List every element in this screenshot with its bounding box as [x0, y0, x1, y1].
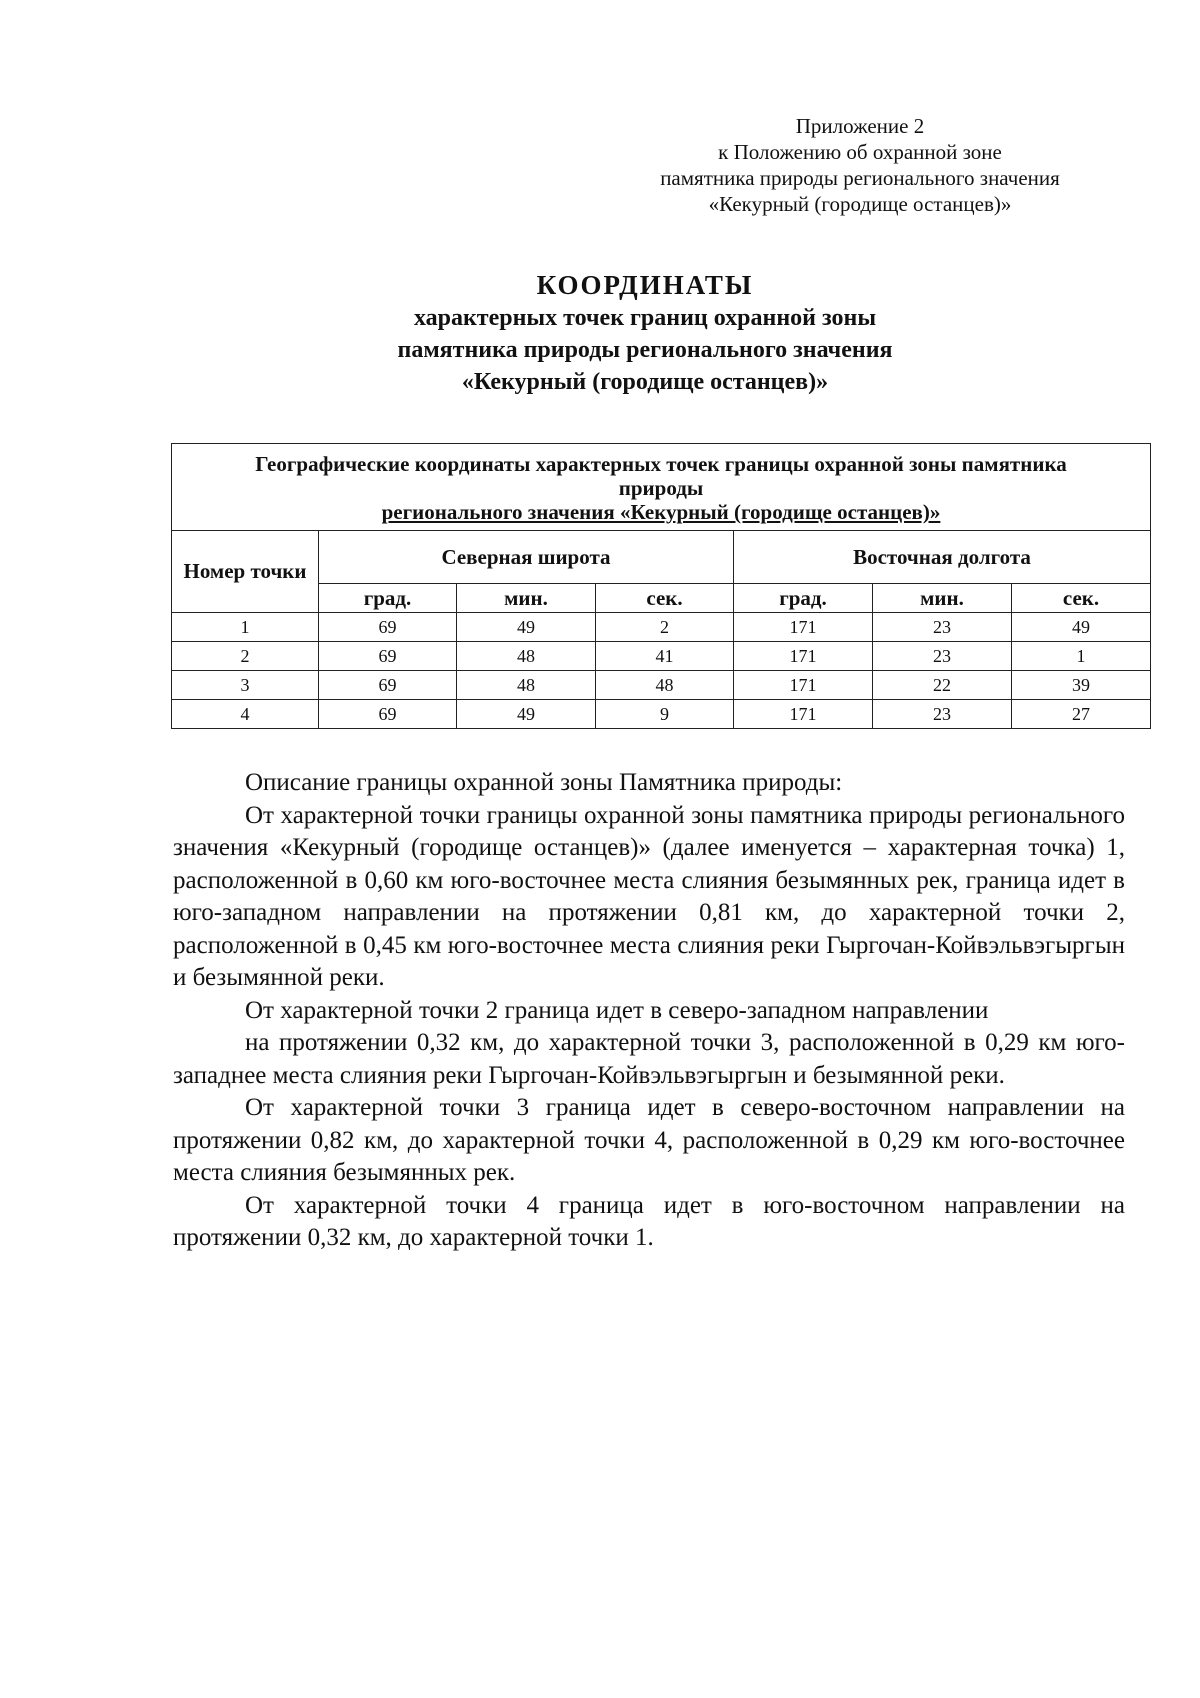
unit-header: мин. — [873, 584, 1012, 613]
title-line: памятника природы регионального значения — [397, 337, 893, 363]
table-cell: 4 — [172, 700, 319, 729]
table-cell: 23 — [873, 613, 1012, 642]
table-row — [172, 700, 1151, 729]
unit-header: град. — [319, 584, 457, 613]
description-paragraph: От характерной точки 2 граница идет в северо-западном направлении — [245, 996, 989, 1024]
description-paragraph: От характерной точки 4 граница идет в юго-восточном направлении на протяжении 0,32 км, до характерной точки 1. — [173, 1191, 1125, 1251]
table-cell: 69 — [319, 671, 457, 700]
title-line: «Кекурный (городище останцев)» — [461, 369, 829, 395]
table-cell: 41 — [596, 642, 734, 671]
description-paragraph: на протяжении 0,32 км, до характерной точки 3, расположенной в 0,29 км юго-западнее места слияния реки Гыргочан-Койвэльвэгыргын и безымянной реки. — [173, 1029, 1125, 1089]
unit-header: град. — [734, 584, 873, 613]
column-header-point: Номер точки — [172, 531, 319, 613]
title-line: характерных точек границ охранной зоны — [413, 305, 877, 331]
description-heading: Описание границы охранной зоны Памятника природы: — [245, 769, 843, 796]
table-cell: 48 — [457, 671, 596, 700]
unit-header: сек. — [596, 584, 734, 613]
table-cell: 69 — [319, 613, 457, 642]
appendix-line: Приложение 2 — [795, 114, 925, 138]
table-cell: 2 — [172, 642, 319, 671]
caption-line: природы — [618, 476, 704, 500]
title-main: КООРДИНАТЫ — [536, 270, 754, 300]
table-cell: 171 — [734, 642, 873, 671]
table-caption — [172, 444, 1151, 531]
boundary-description — [173, 767, 1125, 1255]
table-row — [172, 642, 1151, 671]
table-cell: 171 — [734, 671, 873, 700]
table-row — [172, 613, 1151, 642]
table-cell: 23 — [873, 700, 1012, 729]
column-group-longitude: Восточная долгота — [734, 531, 1151, 584]
table-cell: 171 — [734, 700, 873, 729]
table-cell: 3 — [172, 671, 319, 700]
table-cell: 9 — [596, 700, 734, 729]
column-group-latitude: Северная широта — [319, 531, 734, 584]
table-cell: 39 — [1012, 671, 1151, 700]
coordinates-table — [171, 443, 1151, 729]
appendix-line: памятника природы регионального значения — [660, 166, 1060, 190]
table-cell: 171 — [734, 613, 873, 642]
table-cell: 2 — [596, 613, 734, 642]
table-cell: 1 — [172, 613, 319, 642]
table-row — [172, 671, 1151, 700]
caption-line: регионального значения «Кекурный (городище останцев)» — [381, 500, 941, 524]
unit-header: сек. — [1012, 584, 1151, 613]
table-cell: 1 — [1012, 642, 1151, 671]
table-cell: 48 — [457, 642, 596, 671]
document-title — [170, 268, 1120, 398]
table-cell: 23 — [873, 642, 1012, 671]
table-cell: 69 — [319, 642, 457, 671]
appendix-header — [620, 113, 1100, 217]
table-cell: 49 — [457, 700, 596, 729]
table-cell: 27 — [1012, 700, 1151, 729]
unit-header: мин. — [457, 584, 596, 613]
table-cell: 49 — [1012, 613, 1151, 642]
table-cell: 48 — [596, 671, 734, 700]
table-cell: 49 — [457, 613, 596, 642]
appendix-line: к Положению об охранной зоне — [718, 140, 1002, 164]
description-paragraph: От характерной точки границы охранной зоны памятника природы регионального значения «Кекурный (городище останцев)» (далее именуется – характерная точка) 1, расположенной в 0,60 км юго-восточнее места слияния безымянных рек, граница идет в юго-западном направлении на протяжении 0,81 км, до характерной точки 2, расположенной в 0,45 км юго-восточнее места слияния реки Гыргочан-Койвэльвэгыргын и безымянной реки. — [173, 801, 1125, 991]
caption-line: Географические координаты характерных точек границы охранной зоны памятника — [255, 452, 1067, 476]
description-paragraph: От характерной точки 3 граница идет в северо-восточном направлении на протяжении 0,82 км, до характерной точки 4, расположенной в 0,29 км юго-восточнее места слияния безымянных рек. — [173, 1094, 1125, 1186]
table-cell: 69 — [319, 700, 457, 729]
table-cell: 22 — [873, 671, 1012, 700]
appendix-line: «Кекурный (городище останцев)» — [708, 192, 1012, 216]
